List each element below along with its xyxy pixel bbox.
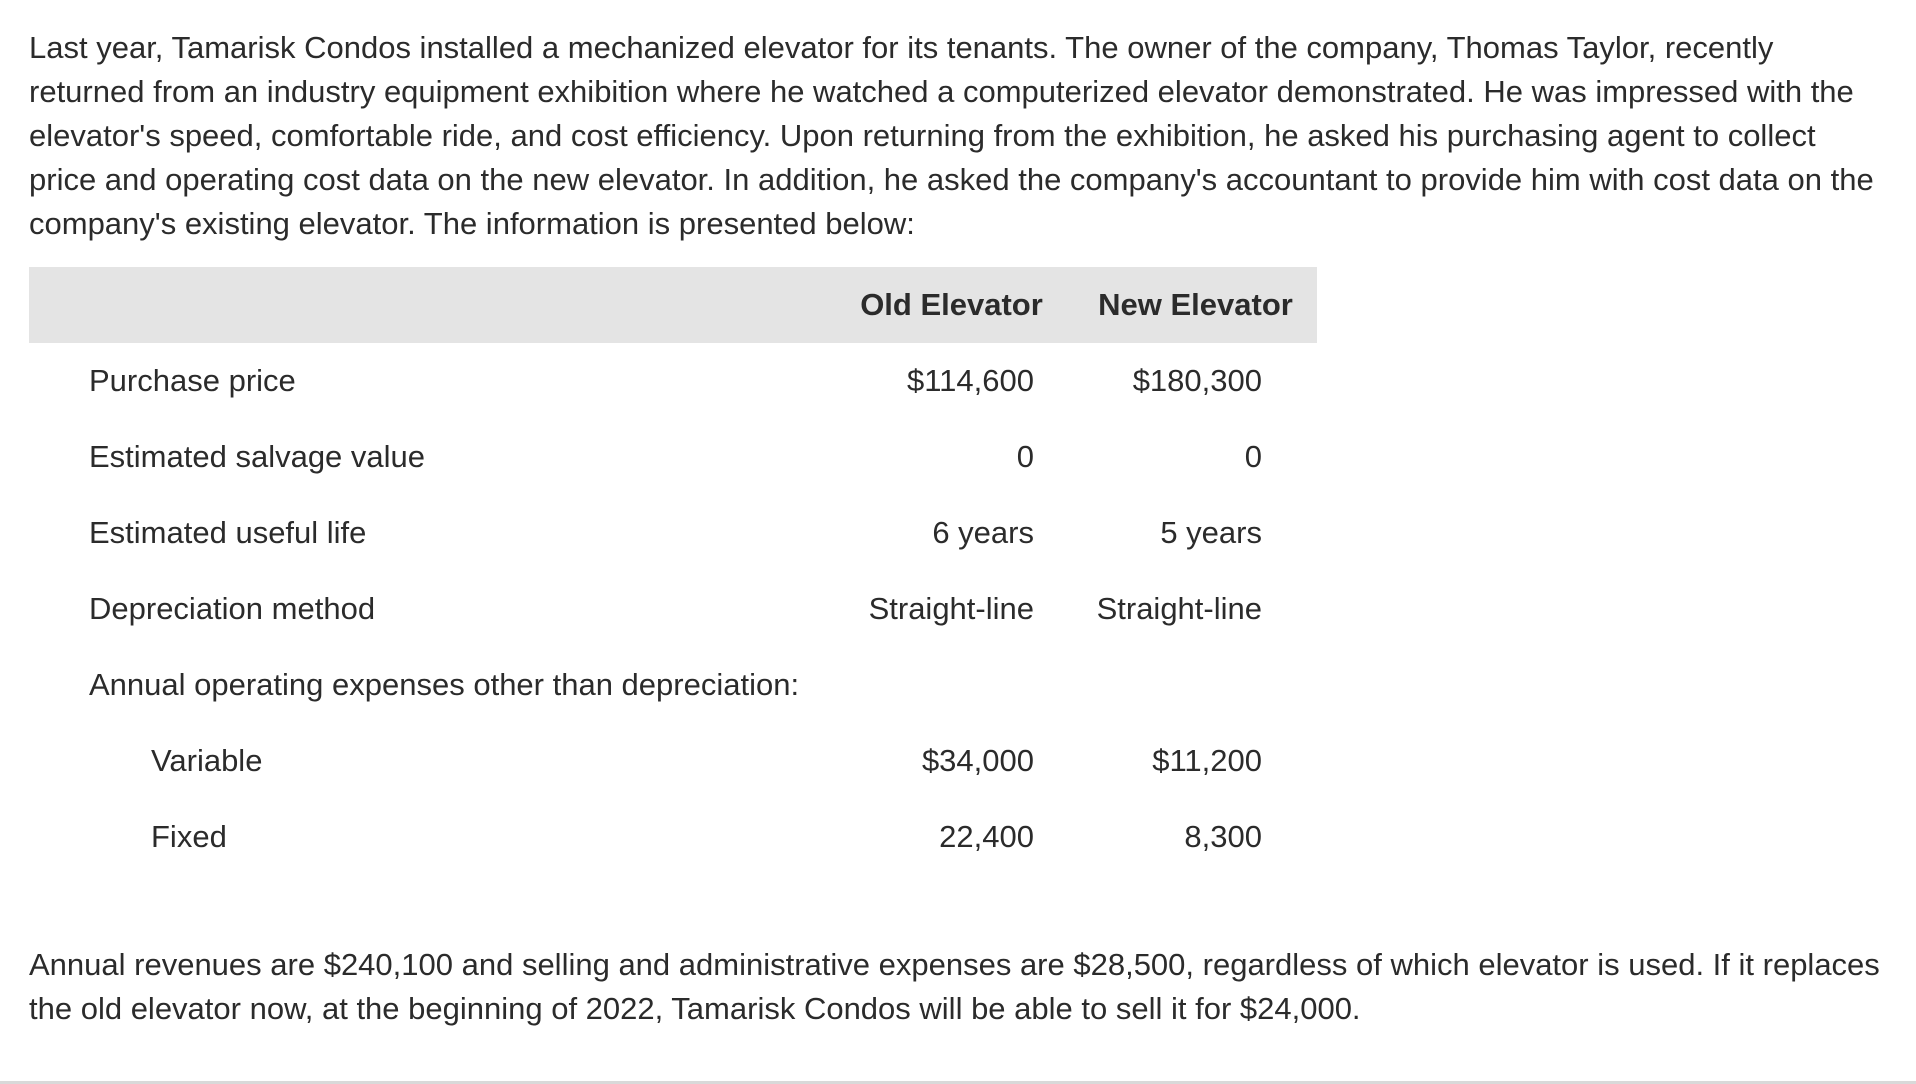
old-value: 22,400 xyxy=(939,819,1034,854)
header-new-elevator: New Elevator xyxy=(1098,287,1293,322)
table-row xyxy=(29,571,1317,647)
row-label: Purchase price xyxy=(89,363,296,398)
intro-paragraph: Last year, Tamarisk Condos installed a mechanized elevator for its tenants. The owner of the company, Thomas Taylor, recently returned from an industry equipment exhibition where he watched a computerized elevator demonstrated. He was impressed with the elevator's speed, comfortable ride, and cost efficiency. Upon returning from the exhibition, he asked his purchasing agent to collect price and operating cost data on the new elevator. In addition, he asked the company's accountant to provide him with cost data on the company's existing elevator. The information is presented below: xyxy=(29,30,1874,241)
row-label: Variable xyxy=(151,743,263,778)
table-row xyxy=(29,723,1317,799)
new-value: 0 xyxy=(1244,439,1262,474)
row-label: Depreciation method xyxy=(89,591,376,626)
table-row xyxy=(29,495,1317,571)
old-value: Straight-line xyxy=(868,591,1034,626)
table-header-row xyxy=(29,267,1317,343)
header-label xyxy=(29,267,829,343)
new-value: 8,300 xyxy=(1184,819,1262,854)
new-value: $180,300 xyxy=(1132,363,1262,398)
new-value: Straight-line xyxy=(1096,591,1262,626)
row-label: Fixed xyxy=(151,819,227,854)
table-row xyxy=(29,419,1317,495)
old-value: $114,600 xyxy=(907,363,1034,398)
table-row xyxy=(29,647,1317,723)
new-value: $11,200 xyxy=(1152,743,1262,778)
table-row xyxy=(29,343,1317,419)
old-value: 6 years xyxy=(932,515,1034,550)
old-value: $34,000 xyxy=(921,743,1034,778)
old-value: 0 xyxy=(1016,439,1034,474)
table-row xyxy=(29,799,1317,875)
elevator-comparison-table xyxy=(29,267,1317,875)
new-value: 5 years xyxy=(1160,515,1262,550)
row-label: Estimated salvage value xyxy=(89,439,426,474)
header-old-elevator: Old Elevator xyxy=(860,287,1043,322)
outro-paragraph: Annual revenues are $240,100 and selling and administrative expenses are $28,500, regardless of which elevator is used. If it replaces the old elevator now, at the beginning of 2022, Tamarisk Condos will be able to sell it for $24,000. xyxy=(29,947,1880,1026)
row-label: Annual operating expenses other than depreciation: xyxy=(89,667,800,702)
row-label: Estimated useful life xyxy=(89,515,367,550)
